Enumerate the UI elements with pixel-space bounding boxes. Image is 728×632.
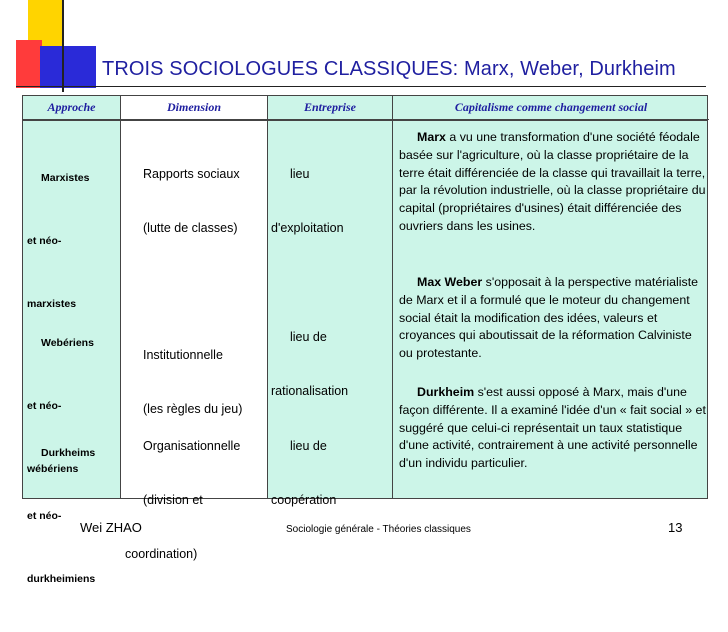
entreprise-weber: lieu de rationalisation xyxy=(271,330,349,398)
approche-marx: Marxistes et néo- marxistes xyxy=(27,172,90,310)
decor-blue-square xyxy=(40,46,96,88)
dimension-weber: Institutionnelle (les règles du jeu) xyxy=(143,348,243,416)
entreprise-marx: lieu d'exploitation xyxy=(271,167,344,235)
paragraph-marx: Marx a vu une transformation d'une société féodale basée sur l'agriculture, où la classe propriétaire de la terre était différenciée de la classe qui travaillait la terre, par la révolution industrielle, où la classe propriétaire du capital (propriétaires d'usines) était différenciée des ouvriers dans les usines. xyxy=(399,130,706,233)
column-entreprise xyxy=(268,96,392,507)
dimension-marx: Rapports sociaux (lutte de classes) xyxy=(143,167,240,235)
column-dimension xyxy=(120,96,268,561)
approche-durkheim: Durkheims et néo- durkheimiens xyxy=(27,447,96,585)
entreprise-durkheim: lieu de coopération xyxy=(271,439,337,507)
header-approche: Approche xyxy=(23,96,120,120)
header-capitalisme: Capitalisme comme changement social xyxy=(393,96,709,120)
dimension-durkheim: Organisationnelle (division et coordination) xyxy=(125,439,241,561)
header-divider xyxy=(23,120,707,121)
decor-horizontal-line xyxy=(16,86,706,87)
footer-author: Wei ZHAO xyxy=(80,520,142,535)
approche-weber: Webériens et néo- wébériens xyxy=(27,337,94,475)
footer-page-number: 13 xyxy=(668,520,683,535)
column-capitalisme xyxy=(392,96,709,498)
paragraph-durkheim: Durkheim s'est aussi opposé à Marx, mais d'une façon différente. Il a examiné l'idée d'un « fait social » et suggéré que celui-ci représentait un taux statistique d'une activité, contrairement à une activité personnelle d'un individu particulier. xyxy=(399,385,706,471)
header-entreprise: Entreprise xyxy=(268,96,392,120)
paragraph-weber: Max Weber s'opposait à la perspective matérialiste de Marx et il a formulé que le moteur du changement social était la modification des idées, valeurs et croyances qui aboutissait de la réformation Calviniste ou protestante. xyxy=(399,275,699,361)
decor-vertical-line xyxy=(62,0,64,92)
header-dimension: Dimension xyxy=(121,96,267,120)
footer-course: Sociologie générale - Théories classiques xyxy=(286,524,471,535)
decor-red-square xyxy=(16,40,42,88)
slide-title: TROIS SOCIOLOGUES CLASSIQUES: Marx, Weber, Durkheim xyxy=(102,58,676,80)
